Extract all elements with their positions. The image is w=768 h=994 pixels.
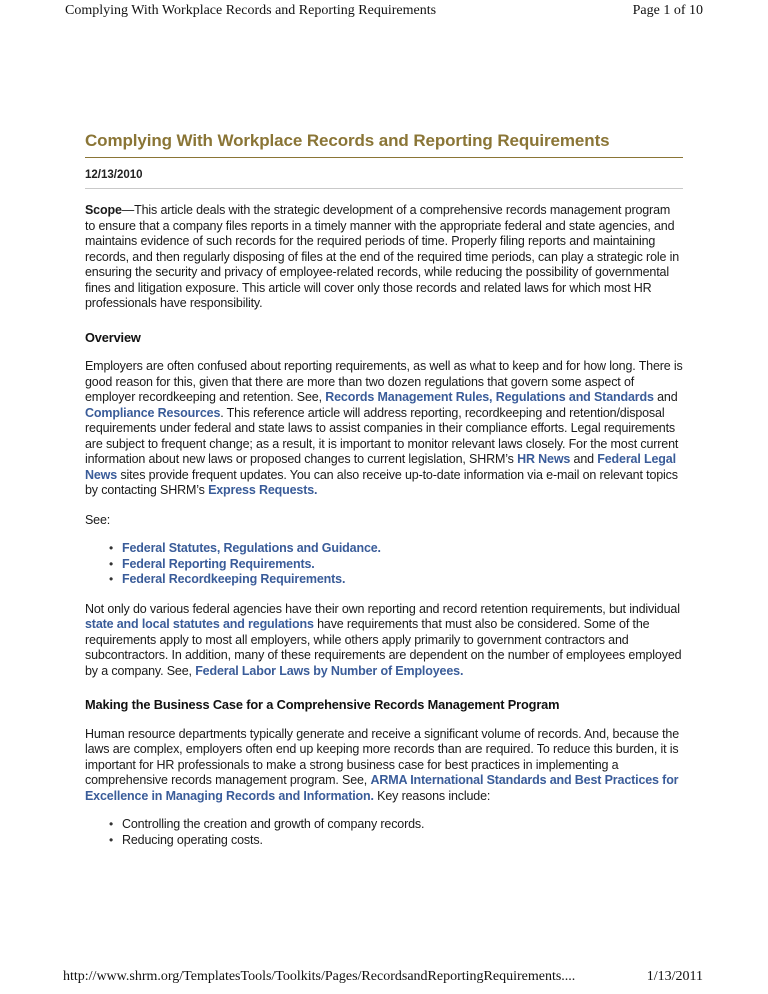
text-run: and [653, 390, 678, 404]
article-paragraph [85, 513, 683, 529]
text-run: sites provide frequent updates. You can also receive up-to-date information via e-mail on relevant topics by contacting SHRM’s [85, 467, 678, 497]
article-title: Complying With Workplace Records and Reporting Requirements [85, 131, 610, 150]
article-body [85, 203, 683, 848]
header-page-number: Page 1 of 10 [632, 3, 703, 18]
article-paragraph [85, 359, 683, 499]
inline-link[interactable]: state and local statutes and regulations [85, 617, 314, 631]
date-divider [85, 188, 683, 189]
text-run: have requirements that must also be considered. Some of the requirements apply to most all employers, while others apply primarily to government contractors and subcontractors. In addition, many of these requirements are dependent on the number of employees employed by a company. See, [85, 617, 682, 678]
inline-link[interactable]: Federal Recordkeeping Requirements. [122, 572, 346, 586]
list-item [122, 541, 683, 557]
inline-link[interactable]: Compliance Resources [85, 405, 221, 420]
footer-date: 1/13/2011 [646, 969, 703, 984]
text-run: Employers are often confused about reporting requirements, as well as what to keep and for how long. There is good reason for this, given that there are more than two dozen regulations that govern some aspect of employer recordkeeping and retention. See, [85, 359, 683, 404]
article-paragraph [85, 602, 683, 680]
inline-link[interactable]: Federal Statutes, Regulations and Guidance. [122, 541, 381, 555]
inline-link[interactable]: Federal Legal News [85, 452, 676, 482]
text-run: Reducing operating costs. [122, 832, 263, 847]
text-run: and [570, 452, 598, 466]
inline-link[interactable]: HR News [517, 452, 571, 466]
print-header [65, 3, 703, 19]
list-item [122, 817, 683, 833]
inline-link[interactable]: Express Requests. [208, 483, 318, 497]
text-run: . This reference article will address reporting, recordkeeping and retention/disposal requirements under federal and state laws to assist companies in their compliance efforts. Legal requirements are subject to frequent change; as a result, it is important to monitor relevant laws closely. For the most current information about new laws or proposed changes to current legislation, SHRM’s [85, 405, 679, 466]
section-heading: Making the Business Case for a Comprehensive Records Management Program [85, 697, 560, 712]
list-item [122, 557, 683, 573]
article [85, 130, 683, 848]
bullet-list [85, 541, 683, 588]
title-divider [85, 157, 683, 158]
text-run: Scope [85, 203, 122, 217]
inline-link[interactable]: Federal Labor Laws by Number of Employees. [195, 663, 464, 678]
inline-link[interactable]: Federal Reporting Requirements. [122, 556, 315, 571]
text-run: See: [85, 512, 111, 527]
text-run: Human resource departments typically generate and receive a significant volume of records. And, because the laws are complex, employers often end up keeping more records than are required. To reduce this burden, it is important for HR professionals to make a strong business case for best practices in implementing a comprehensive records management program. See, [85, 726, 680, 787]
bullet-list [85, 817, 683, 848]
text-run: —This article deals with the strategic development of a comprehensive records management program to ensure that a company files reports in a timely manner with the appropriate federal and state agencies, and maintains evidence of such records for the required periods of time. Properly filing reports and maintaining records, and then regularly disposing of files at the end of the required time periods, can play a strategic role in ensuring the security and privacy of employee-related records, while reducing the possibility of governmental fines and litigation exposure. This article will cover only those records and related laws for which most HR professionals have responsibility. [85, 203, 680, 310]
text-run: Not only do various federal agencies have their own reporting and record retention requirements, but individual [85, 601, 680, 616]
article-paragraph [85, 727, 683, 805]
list-item [122, 572, 683, 588]
text-run: Controlling the creation and growth of company records. [122, 817, 425, 831]
footer-url: http://www.shrm.org/TemplatesTools/Toolkits/Pages/RecordsandReportingRequirements.... [63, 969, 576, 984]
section-heading: Overview [85, 329, 141, 345]
text-run: Key reasons include: [373, 788, 491, 803]
inline-link[interactable]: Records Management Rules, Regulations and Standards [325, 390, 654, 404]
list-item [122, 833, 683, 849]
print-footer [63, 969, 703, 985]
article-paragraph [85, 203, 683, 312]
article-date: 12/13/2010 [85, 169, 143, 181]
inline-link[interactable]: ARMA International Standards and Best Practices for Excellence in Managing Records and Information. [85, 773, 679, 803]
header-document-title: Complying With Workplace Records and Reporting Requirements [65, 3, 437, 18]
